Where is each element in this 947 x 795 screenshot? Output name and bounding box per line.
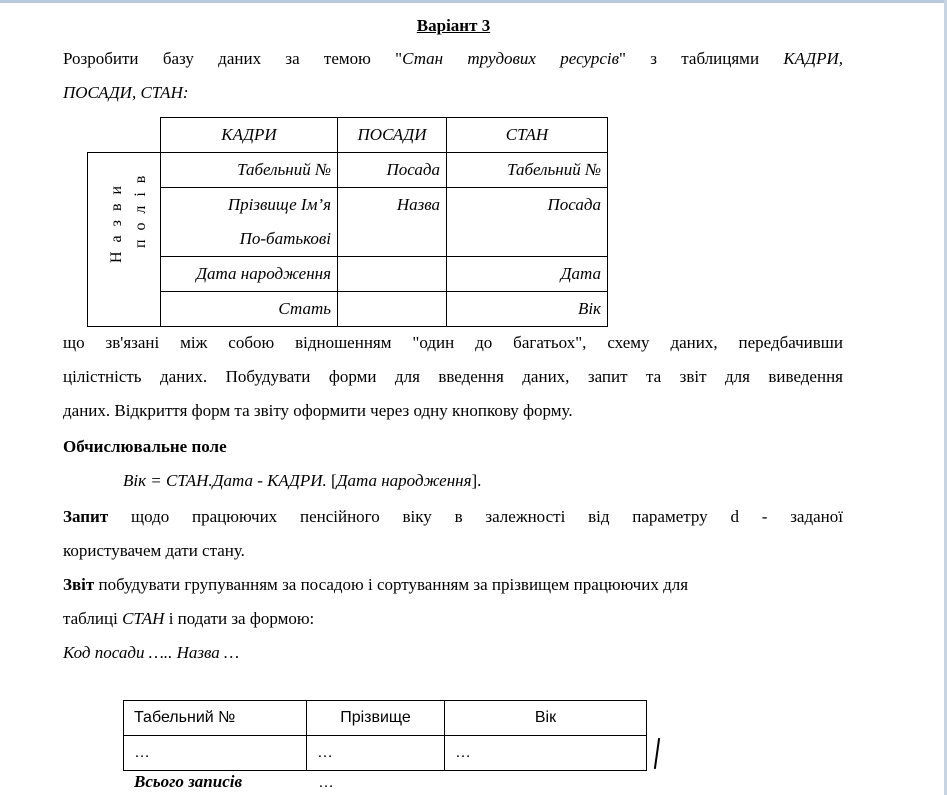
report-label: Звіт bbox=[63, 575, 95, 594]
schema-cell: Вік bbox=[447, 292, 608, 327]
schema-table bbox=[87, 117, 608, 327]
description-paragraph: що зв'язані між собою відношенням "один до багатьох", схему даних, передбачивши цілістність даних. Побудувати форми для введення даних, запит та звіт для виведення даних. Відкриття форм та звіту оформити через одну кнопкову форму. bbox=[63, 333, 843, 420]
query-paragraph: Запит щодо працюючих пенсійного віку в залежності від параметру d - заданої користувачем дати стану. bbox=[63, 507, 843, 560]
schema-cell: Табельний № bbox=[447, 153, 608, 188]
report-cell: … bbox=[124, 736, 307, 771]
field-names-label: Назви полів bbox=[88, 153, 161, 327]
report-paragraph: Звіт побудувати групуванням за посадою і сортуванням за прізвищем працюючих для таблиці СТАН і подати за формою: Код посади ….. Назва … bbox=[63, 575, 689, 662]
report-cell: … bbox=[445, 736, 647, 771]
computed-field-section bbox=[63, 430, 843, 498]
intro-line-2: ПОСАДИ, СТАН: bbox=[63, 83, 189, 102]
total-records-label: Всього записів bbox=[134, 772, 243, 791]
text-cursor-mark bbox=[654, 738, 660, 769]
intro-paragraph bbox=[63, 42, 843, 110]
schema-cell: Дата bbox=[447, 257, 608, 292]
report-header-surname: Прізвище bbox=[307, 701, 445, 736]
schema-cell: Табельний № bbox=[161, 153, 338, 188]
computed-formula: Вік = СТАН.Дата - КАДРИ. [Дата народження]. bbox=[123, 471, 482, 490]
computed-field-heading: Обчислювальне поле bbox=[63, 437, 227, 456]
schema-cell: Посада bbox=[338, 153, 447, 188]
schema-cell: Назва bbox=[338, 188, 447, 257]
theme-name: Стан трудових ресурсів bbox=[402, 49, 620, 68]
report-header-age: Вік bbox=[445, 701, 647, 736]
report-form-table bbox=[123, 700, 647, 771]
schema-cell: Посада bbox=[447, 188, 608, 257]
schema-cell: Стать bbox=[161, 292, 338, 327]
schema-header-kadry: КАДРИ bbox=[161, 118, 338, 153]
total-records-value: … bbox=[318, 774, 334, 791]
report-cell: … bbox=[307, 736, 445, 771]
query-label: Запит bbox=[63, 507, 109, 526]
intro-line-1: Розробити базу даних за темою "Стан трудових ресурсів" з таблицями КАДРИ, bbox=[63, 49, 843, 68]
document-title: Варіант 3 bbox=[416, 16, 491, 35]
schema-header-stan: СТАН bbox=[447, 118, 608, 153]
report-code-line: Код посади ….. Назва … bbox=[63, 643, 240, 662]
schema-header-posady: ПОСАДИ bbox=[338, 118, 447, 153]
schema-cell bbox=[338, 257, 447, 292]
report-header-tab-no: Табельний № bbox=[124, 701, 307, 736]
window-top-border bbox=[0, 0, 947, 3]
schema-cell: По-батькові bbox=[161, 222, 338, 257]
schema-cell: Дата народження bbox=[161, 257, 338, 292]
schema-cell bbox=[338, 292, 447, 327]
schema-cell: Прізвище Ім’я bbox=[161, 188, 338, 223]
